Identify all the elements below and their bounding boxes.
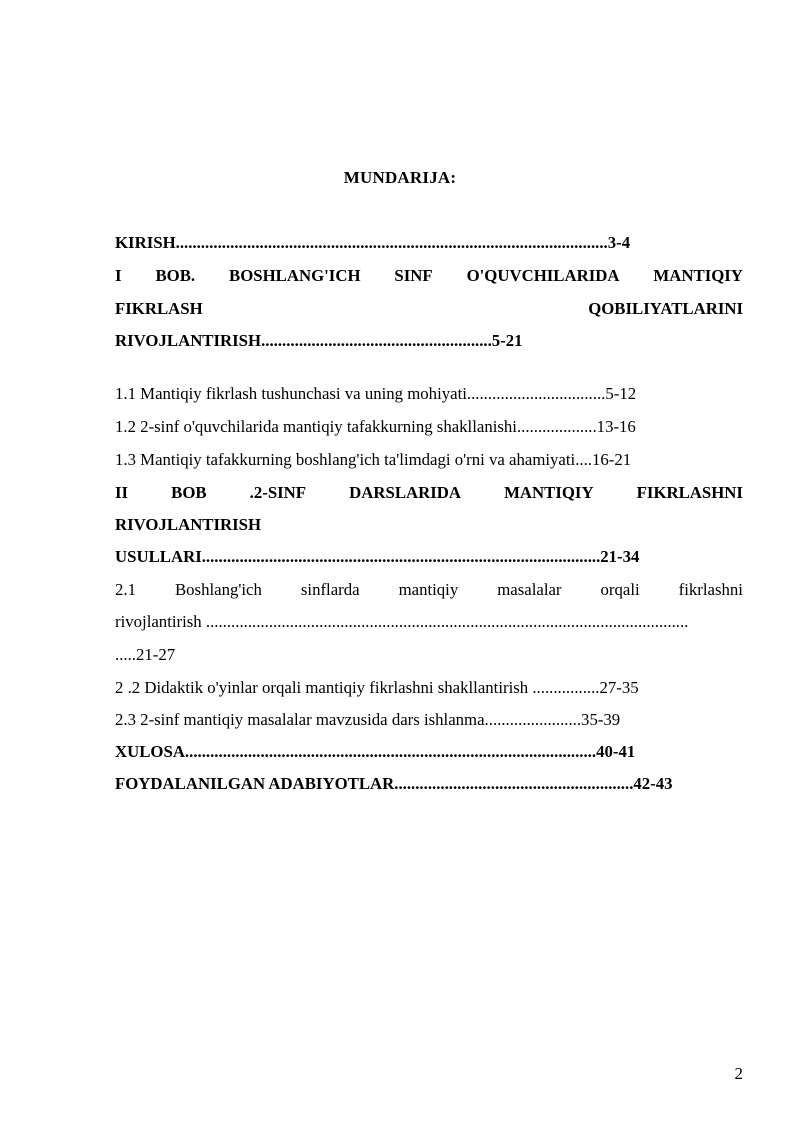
toc-section-1-2: 1.2 2-sinf o'quvchilarida mantiqiy tafakkurning shakllanishi...................13-16: [115, 417, 636, 436]
word: BOSHLANG'ICH: [229, 266, 361, 285]
toc-section-2-1-line1: [115, 579, 743, 601]
word: BOB: [171, 483, 207, 502]
word: O'QUVCHILARIDA: [466, 266, 620, 285]
toc-kirish: KIRISH.......................................................................................................3-4: [115, 233, 631, 252]
word: mantiqiy: [398, 580, 459, 599]
word: II: [115, 483, 129, 502]
toc-section-1-1: 1.1 Mantiqiy fikrlash tushunchasi va uning mohiyati.................................5-12: [115, 384, 637, 403]
page-number: 2: [734, 1064, 743, 1083]
word: QOBILIYATLARINI: [588, 299, 743, 318]
toc-bob1-line2: [115, 298, 743, 320]
word: FIKRLASH: [115, 299, 203, 318]
word: .2-SINF: [249, 483, 307, 502]
word: DARSLARIDA: [349, 483, 462, 502]
word: I: [115, 266, 122, 285]
page-title: MUNDARIJA:: [343, 168, 457, 187]
toc-section-1-3: 1.3 Mantiqiy tafakkurning boshlang'ich ta'limdagi o'rni va ahamiyati....16-21: [115, 450, 632, 469]
toc-section-2-1-line3: .....21-27: [115, 645, 176, 664]
toc-bob2-line1: [115, 482, 743, 504]
word: MANTIQIY: [504, 483, 594, 502]
word: masalalar: [497, 580, 562, 599]
word: sinflarda: [300, 580, 360, 599]
word: 2.1: [115, 580, 136, 599]
toc-bob1-line3: RIVOJLANTIRISH.......................................................5-21: [115, 331, 523, 350]
toc-bob1-line1: [115, 265, 743, 287]
toc-bob2-line2: RIVOJLANTIRISH: [115, 515, 262, 534]
toc-section-2-1-line2: rivojlantirish ...................................................................................................................: [115, 612, 689, 631]
toc-foydalanilgan-adabiyotlar: FOYDALANILGAN ADABIYOTLAR.........................................................42-43: [115, 774, 673, 793]
word: FIKRLASHNI: [636, 483, 743, 502]
word: SINF: [394, 266, 433, 285]
toc-bob2-line3: USULLARI...............................................................................................21-34: [115, 547, 640, 566]
word: fikrlashni: [678, 580, 743, 599]
word: orqali: [600, 580, 640, 599]
word: Boshlang'ich: [174, 580, 262, 599]
toc-section-2-2: 2 .2 Didaktik o'yinlar orqali mantiqiy fikrlashni shakllantirish ................27-35: [115, 678, 639, 697]
toc-xulosa: XULOSA..................................................................................................40-41: [115, 742, 636, 761]
toc-section-2-3: 2.3 2-sinf mantiqiy masalalar mavzusida dars ishlanma.......................35-39: [115, 710, 621, 729]
word: MANTIQIY: [653, 266, 743, 285]
word: BOB.: [155, 266, 196, 285]
